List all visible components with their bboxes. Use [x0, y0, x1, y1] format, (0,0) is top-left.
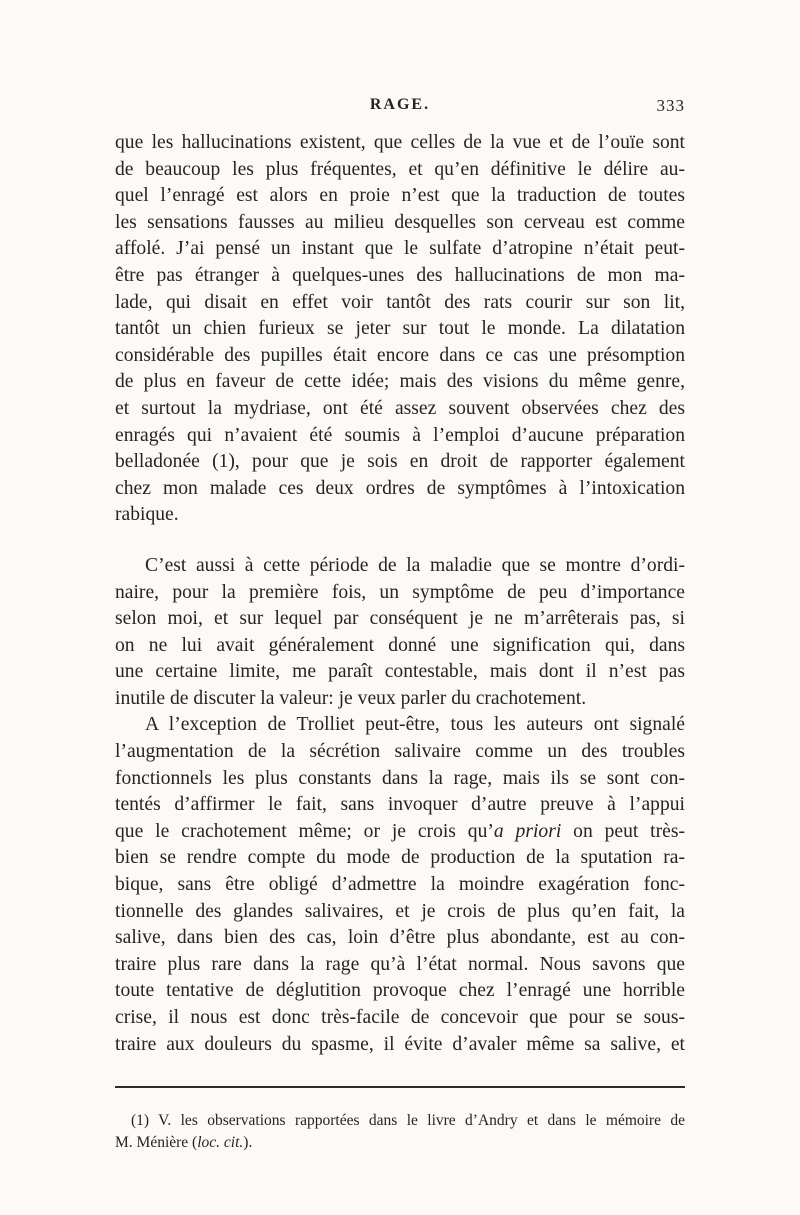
footnote-line: (1) V. les observations rapportées dans le livre d’Andry et dans le mémoire de — [131, 1112, 685, 1129]
running-title: RAGE. — [369, 96, 431, 113]
footnote-line — [115, 1132, 685, 1154]
paragraph-1 — [115, 130, 685, 529]
paragraph-3 — [115, 712, 685, 1058]
text-line: inutile de discuter la valeur: je veux parler du crachotement. — [115, 687, 587, 709]
text-line: que les hallucinations existent, que celles de la vue et de l’ouïe sont — [115, 132, 685, 153]
page-number: 333 — [656, 96, 685, 115]
italic-phrase: a priori — [493, 820, 562, 842]
text-line: A l’exception de Trolliet peut-être, tous les auteurs ont signalé — [145, 714, 685, 736]
text-line: traire aux douleurs du spasme, il évite d’avaler même sa salive, et — [115, 1033, 685, 1055]
text-run: que le crachotement même; or je crois qu’ — [115, 820, 494, 842]
text-line: quel l’enragé est alors en proie n’est que la traduction de toutes — [115, 185, 685, 207]
text-line: tantôt un chien furieux se jeter sur tout le monde. La dilatation — [115, 318, 685, 340]
text-line: lade, qui disait en effet voir tantôt des rats courir sur son lit, — [115, 291, 685, 313]
text-line: bique, sans être obligé d’admettre la moindre exagération fonc- — [115, 874, 685, 896]
text-line: et surtout la mydriase, ont été assez souvent observées chez des — [115, 397, 685, 419]
text-line: l’augmentation de la sécrétion salivaire comme un des troubles — [115, 741, 685, 763]
text-line: selon moi, et sur lequel par conséquent je ne m’arrêterais pas, si — [115, 608, 685, 630]
italic-citation: loc. cit. — [197, 1134, 244, 1151]
text-run: ). — [243, 1134, 253, 1151]
text-line: toute tentative de déglutition provoque chez l’enragé une horrible — [115, 980, 685, 1002]
text-line: fonctionnels les plus constants dans la rage, mais ils se sont con- — [115, 767, 685, 789]
running-head — [115, 96, 685, 120]
text-line: on ne lui avait généralement donné une signification qui, dans — [115, 634, 685, 656]
text-run: on peut très- — [561, 820, 685, 842]
footnote — [115, 1110, 685, 1154]
text-line: tionnelle des glandes salivaires, et je crois de plus qu’en fait, la — [115, 900, 685, 922]
text-line: traire plus rare dans la rage qu’à l’état normal. Nous savons que — [115, 953, 685, 975]
text-line: affolé. J’ai pensé un instant que le sulfate d’atropine n’était peut- — [115, 238, 685, 260]
text-line: enragés qui n’avaient été soumis à l’emploi d’aucune préparation — [115, 424, 685, 446]
text-line: tentés d’affirmer le fait, sans invoquer d’autre preuve à l’appui — [115, 794, 685, 816]
paragraph-2 — [115, 553, 685, 713]
text-line: de beaucoup les plus fréquentes, et qu’en définitive le délire au- — [115, 158, 685, 180]
text-line: une certaine limite, me paraît contestable, mais dont il n’est pas — [115, 661, 685, 683]
text-line: belladonée (1), pour que je sois en droit de rapporter également — [115, 451, 685, 473]
text-line: de plus en faveur de cette idée; mais des visions du même genre, — [115, 371, 685, 393]
text-line: rabique. — [115, 504, 179, 526]
text-line: considérable des pupilles était encore dans ce cas une présomption — [115, 344, 685, 366]
paragraph-gap — [115, 529, 685, 553]
footnote-rule — [115, 1086, 685, 1088]
text-line: salive, dans bien des cas, loin d’être plus abondante, est au con- — [115, 927, 685, 949]
text-line: les sensations fausses au milieu desquelles son cerveau est comme — [115, 211, 685, 233]
body-text — [115, 130, 685, 1058]
text-line — [115, 819, 685, 846]
text-run: M. Ménière ( — [115, 1134, 198, 1151]
text-line: C’est aussi à cette période de la maladie que se montre d’ordi- — [145, 554, 685, 576]
text-line: être pas étranger à quelques-unes des hallucinations de mon ma- — [115, 264, 685, 286]
text-line: crise, il nous est donc très-facile de concevoir que pour se sous- — [115, 1007, 685, 1028]
text-line: naire, pour la première fois, un symptôme de peu d’importance — [115, 581, 685, 603]
text-line: bien se rendre compte du mode de production de la sputation ra- — [115, 847, 685, 869]
text-line: chez mon malade ces deux ordres de symptômes à l’intoxication — [115, 477, 685, 499]
